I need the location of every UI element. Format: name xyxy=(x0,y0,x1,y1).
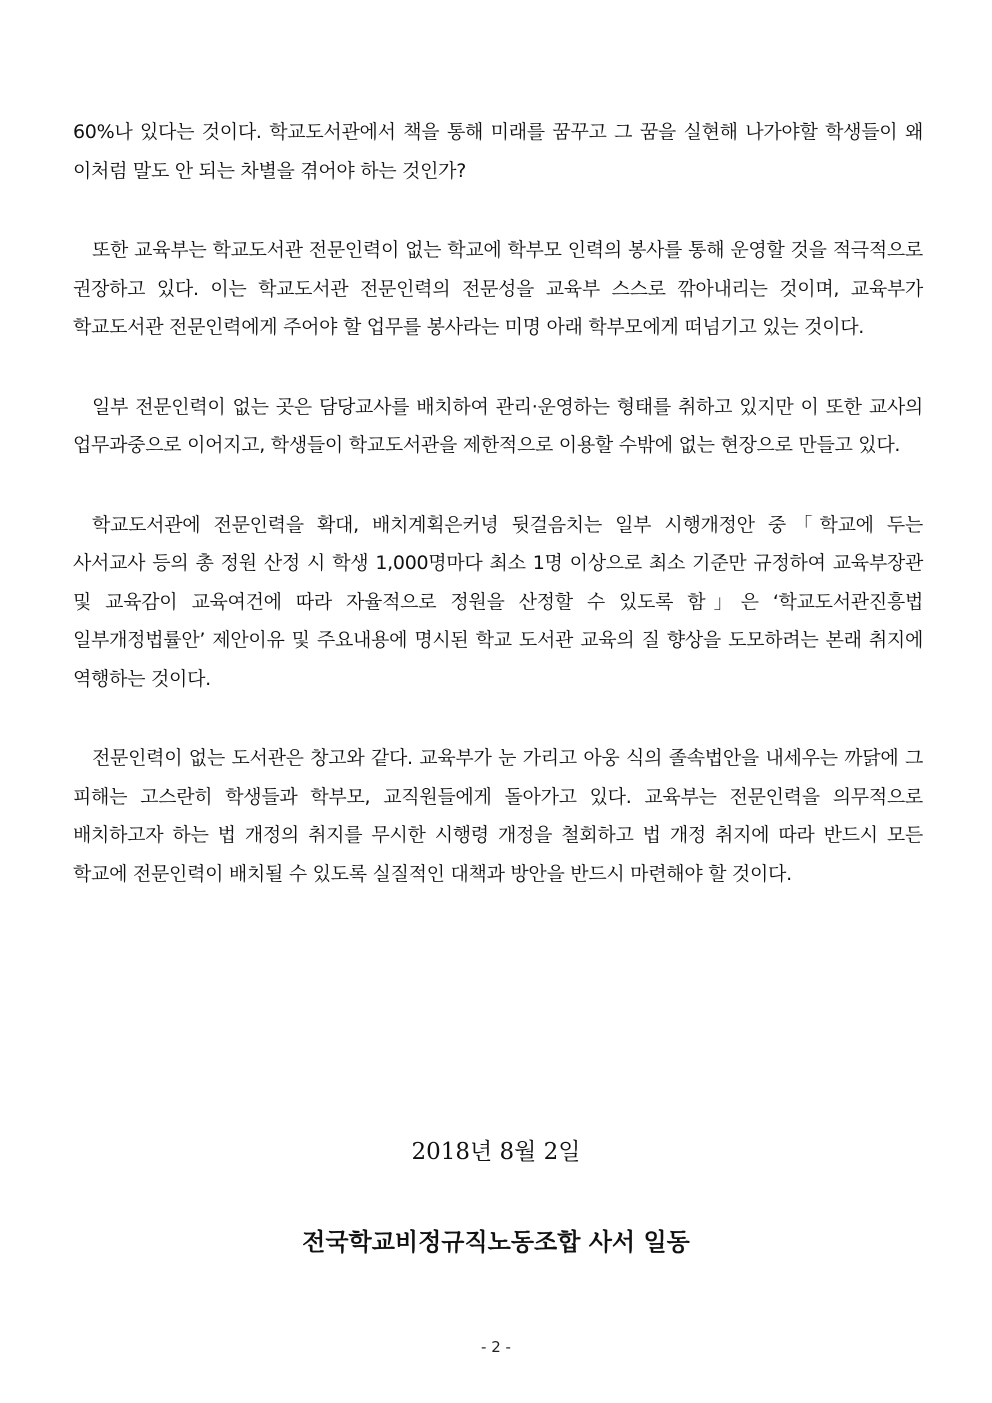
paragraph-conclusion: 전문인력이 없는 도서관은 창고와 같다. 교육부가 눈 가리고 아웅 식의 졸속법안을 내세우는 까닭에 그 피해는 고스란히 학생들과 학부모, 교직원들에게 돌아가고 있다. 교육부는 전문인력을 의무적으로 배치하고자 하는 법 개정의 취지를 무시한 시행령 개정을 철회하고 법 개정 취지에 따라 반드시 모든 학교에 전문인력이 배치될 수 있도록 실질적인 대책과 방안을 반드시 마련해야 할 것이다. xyxy=(73,747,923,885)
page-number: - 2 - xyxy=(481,1338,511,1356)
paragraph-enforcement-amendment: 학교도서관에 전문인력을 확대, 배치계획은커녕 뒷걸음치는 일부 시행개정안 중「학교에 두는 사서교사 등의 총 정원 산정 시 학생 1,000명마다 최소 1명 이상으로 최소 기준만 규정하여 교육부장관 및 교육감이 교육여건에 따라 자율적으로 정원을 산정할 수 있도록 함」은 ‘학교도서관진흥법 일부개정법률안’ 제안이유 및 주요내용에 명시된 학교 도서관 교육의 질 향상을 도모하려는 본래 취지에 역행하는 것이다. xyxy=(73,513,923,690)
paragraph-teacher-assignment: 일부 전문인력이 없는 곳은 담당교사를 배치하여 관리·운영하는 형태를 취하고 있지만 이 또한 교사의 업무과중으로 이어지고, 학생들이 학교도서관을 제한적으로 이용할 수밖에 없는 현장으로 만들고 있다. xyxy=(73,395,923,456)
document-date: 2018년 8월 2일 xyxy=(411,1139,581,1165)
paragraph-continuation: 60%나 있다는 것이다. 학교도서관에서 책을 통해 미래를 꿈꾸고 그 꿈을 실현해 나가야할 학생들이 왜 이처럼 말도 안 되는 차별을 겪어야 하는 것인가? xyxy=(73,121,923,182)
document-body xyxy=(73,113,923,934)
paragraph-parent-volunteer: 또한 교육부는 학교도서관 전문인력이 없는 학교에 학부모 인력의 봉사를 통해 운영할 것을 적극적으로 권장하고 있다. 이는 학교도서관 전문인력의 전문성을 교육부 스스로 깎아내리는 것이며, 교육부가 학교도서관 전문인력에게 주어야 할 업무를 봉사라는 미명 아래 학부모에게 떠넘기고 있는 것이다. xyxy=(73,239,923,338)
signing-organization: 전국학교비정규직노동조합 사서 일동 xyxy=(302,1227,690,1256)
